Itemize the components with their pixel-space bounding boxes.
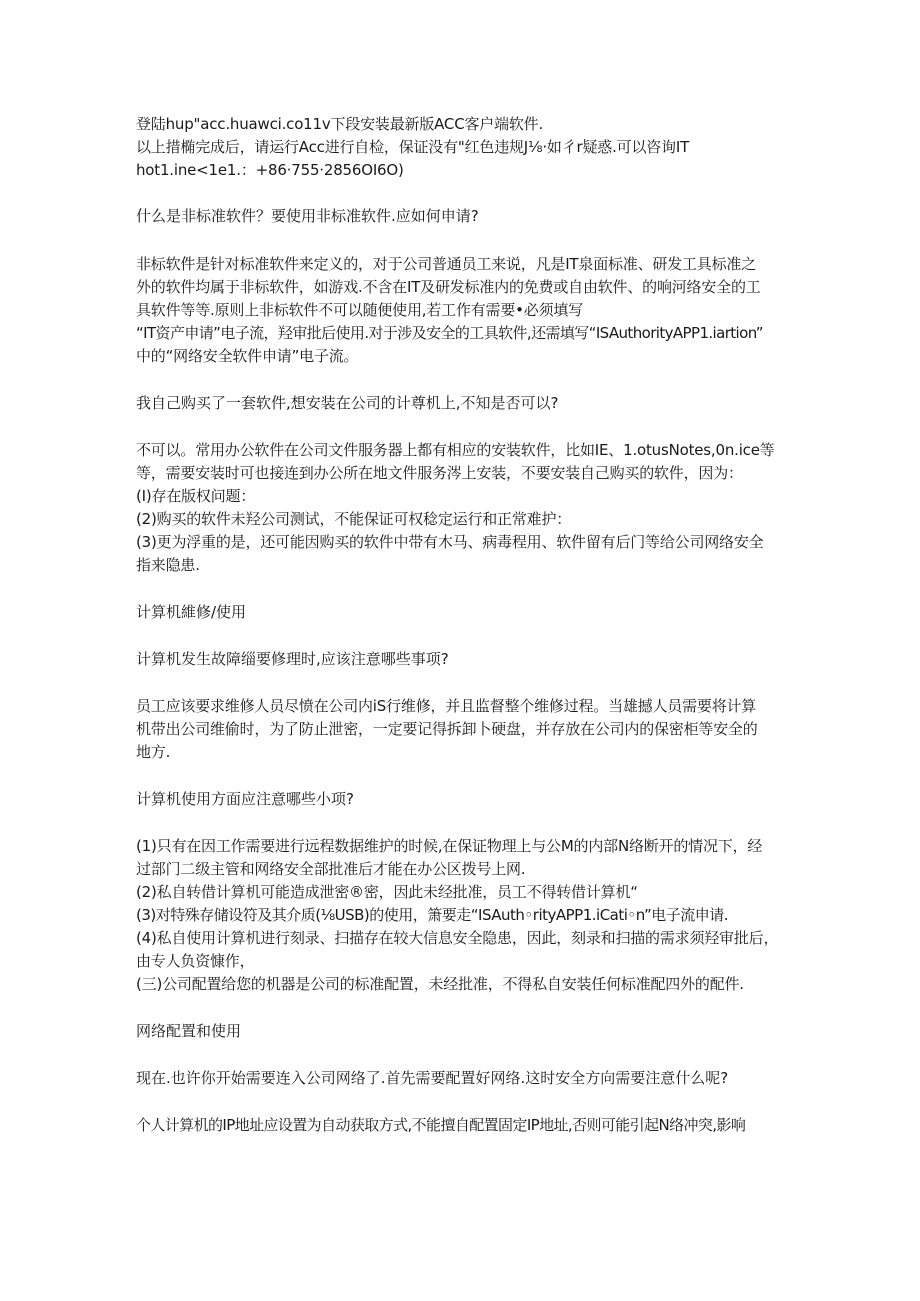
intro-line: hot1.ine<1e1.：+86·755·2856OI6O) [136, 161, 404, 179]
answer-line: 具软件等等.原则上非标软件不可以随便使用,若工作有需要•必须填写 [136, 301, 583, 319]
answer-line: (4)私自使用计算机进行刻录、扫描存在较大信息安全隐患，因此，刻录和扫描的需求须羟审批后， [136, 929, 779, 947]
answer-line: 不可以。常用办公软件在公司文件服务器上都有相应的安装软件，比如IE、1.otusNotes,0n.ice等 [136, 441, 775, 459]
answer-line: 指来隐患. [136, 556, 200, 574]
answer-line: 非标软件是针对标准软件来定义的，对于公司普通员工来说，凡是IT泉面标准、研发工具标准之 [136, 255, 756, 273]
answer-line: (三)公司配置给您的机器是公司的标准配置，未经批准，不得私自安装任何标准配四外的配件. [136, 975, 744, 993]
section-title: 网络配置和使用 [136, 1022, 242, 1040]
answer-line: 地方. [136, 743, 171, 761]
question-heading: 计算机发生故障缁要修理时,应该注意哪些事项? [136, 650, 449, 668]
answer-line: 员工应该要求维修人员尽愤在公司内iS行维修，并且监督整个维修过程。当雄撼人员需要将计算 [136, 697, 757, 715]
question-heading: 现在.也许你开始需要连入公司网络了.首先需要配置好网络.这时安全方向需要注意什么呢? [136, 1069, 729, 1087]
answer-line: (I)存在版权问题： [136, 487, 256, 505]
question-heading: 什么是非标准软件？要使用非标准软件.应如何申请? [136, 207, 479, 225]
answer-line: 等，需要安装时可也接连到办公所在地文件服务涔上安装，不要安装自己购买的软件，因为： [136, 464, 743, 482]
answer-line: 由专人负资慷作， [136, 952, 255, 970]
answer-line: (3)更为浮重的是，还可能因购买的软件中带有木马、病毒程用、软件留有后门等给公司网络安全 [136, 533, 764, 551]
intro-block [136, 113, 786, 182]
answer-block [136, 439, 786, 577]
section-title: 计算机維修/使用 [136, 603, 247, 621]
answer-block [136, 695, 786, 764]
answer-line: 机带出公司维偷时，为了防止泄密，一定要记得拆卸卜硬盘，并存放在公司内的保密柜等安全的 [136, 720, 758, 738]
intro-line: 以上措椭完成后，请运行Acc进行自检，保证没有"红色违规J⅛·如彳r疑惑.可以咨询IT [136, 138, 690, 156]
answer-line: 个人计算机的IP地址应设置为自动获取方式,不能擅自配置固定IP地址,否则可能引起N络冲突,影响 [136, 1116, 746, 1134]
answer-line: 中的“网络安全软件申请”电子流。 [136, 347, 359, 365]
answer-line: (2)私自转借计算机可能造成泄密®密，因此未经批准，员工不得转借计算机“ [136, 883, 638, 901]
answer-line: (2)购买的软件未羟公司测试，不能保证可权稔定运行和正常难护： [136, 510, 572, 528]
answer-line: (3)对特殊存储设符及其介质(⅛USB)的使用，箫要走“ISAuth◦rityAPP1.iCati◦n”电子流申请. [136, 906, 728, 924]
answer-line: (1)只有在因工作需要进行远程数据维护的时候,在保证物理上与公M的内部N络断开的情况下，经 [136, 837, 763, 855]
intro-line: 登陆hup"acc.huawci.co11v下段安装最新版ACC客户端软件. [136, 115, 544, 133]
answer-line: 过部门二级主管和网络安全部批准后才能在办公区拨号上网. [136, 860, 526, 878]
answer-line: “IT资产申请”电子流，羟审批后使用.对于涉及安全的工具软件,还需填写“ISAuthorityAPP1.iartion” [136, 324, 763, 342]
question-heading: 计算机使用方面应注意哪些小项? [136, 790, 354, 808]
answer-line: 外的软件均属于非标软件，如游戏.不含在IT及研发标准内的免费或自由软件、的响河络安全的工 [136, 278, 761, 296]
document-page [136, 113, 786, 1137]
answer-block [136, 253, 786, 368]
answer-block [136, 1114, 786, 1137]
answer-block [136, 835, 786, 996]
question-heading: 我自己购买了一套软件,想安装在公司的计尊机上,不知是否可以? [136, 394, 559, 412]
